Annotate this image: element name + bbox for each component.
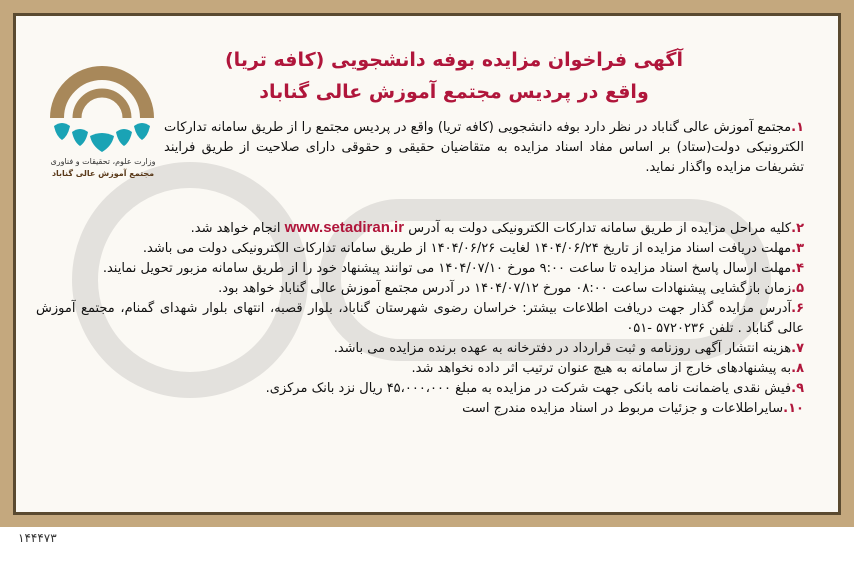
list-item: ۷.هزینه انتشار آگهی روزنامه و ثبت قرارداد در دفترخانه به عهده برنده مزایده می باشد. <box>333 341 804 356</box>
ad-body <box>164 118 804 178</box>
list-item: ۸.به پیشنهادهای خارج از سامانه به هیچ عنوان ترتیب اثر داده نخواهد شد. <box>411 361 804 376</box>
ad-body-wide <box>36 218 804 419</box>
logo-caption <box>30 156 176 180</box>
list-item: ۳.مهلت دریافت اسناد مزایده از تاریخ ۱۴۰۴/۰۶/۲۴ لغایت ۱۴۰۴/۰۶/۲۶ از طریق سامانه تدارکات الکترونیکی دولت می باشد. <box>142 241 804 256</box>
list-item: ۴.مهلت ارسال پاسخ اسناد مزایده تا ساعت ۹:۰۰ مورخ ۱۴۰۴/۰۷/۱۰ می توانند پیشنهاد خود را از طریق سامانه مزبور تحویل نمایند. <box>102 261 804 276</box>
logo-caption-ministry: وزارت علوم، تحقیقات و فناوری <box>50 157 156 166</box>
ad-title <box>174 44 734 108</box>
ad-reference-code: ۱۴۴۴۷۳ <box>18 531 57 545</box>
list-item: ۲.کلیه مراحل مزایده از طریق سامانه تدارکات الکترونیکی دولت به آدرس www.setadiran.ir انجام خواهد شد. <box>190 219 804 236</box>
list-item: ۶.آدرس مزایده گذار جهت دریافت اطلاعات بیشتر: خراسان رضوی شهرستان گناباد، بلوار قصبه، انتهای بلوار شهدای گمنام، مجتمع آموزش عالی گناباد . تلفن ۵۷۲۰۲۳۶ -۰۵۱ <box>36 301 804 336</box>
logo-caption-institution: مجتمع آموزش عالی گناباد <box>51 169 155 178</box>
list-item: ۱.مجتمع آموزش عالی گناباد در نظر دارد بوفه دانشجویی (کافه تریا) واقع در پردیس مجتمع را از طریق سامانه تدارکات الکترونیکی دولت(ستاد) بر اساس مفاد اسناد مزایده به متقاضیان حقیقی و حقوقی دارای صلاحیت از طریق فرایند تشریفات مزایده واگذار نماید. <box>164 120 804 175</box>
list-item: ۵.زمان بازگشایی پیشنهادات ساعت ۰۸:۰۰ مورخ ۱۴۰۴/۰۷/۱۲ در آدرس مجتمع آموزش عالی گناباد خواهد بود. <box>218 281 804 296</box>
list-item: ۹.فیش نقدی یاضمانت نامه بانکی جهت شرکت در مزایده به مبلغ ۴۵،۰۰۰،۰۰۰ ریال نزد بانک مرکزی. <box>265 381 804 396</box>
ad-title-line2: واقع در پردیس مجتمع آموزش عالی گناباد <box>259 81 649 103</box>
website-link[interactable]: www.setadiran.ir <box>284 219 405 236</box>
ad-title-line1: آگهی فراخوان مزایده بوفه دانشجویی (کافه تریا) <box>225 49 683 71</box>
list-item: ۱۰.سایراطلاعات و جزئیات مربوط در اسناد مزایده مندرج است <box>462 401 804 416</box>
